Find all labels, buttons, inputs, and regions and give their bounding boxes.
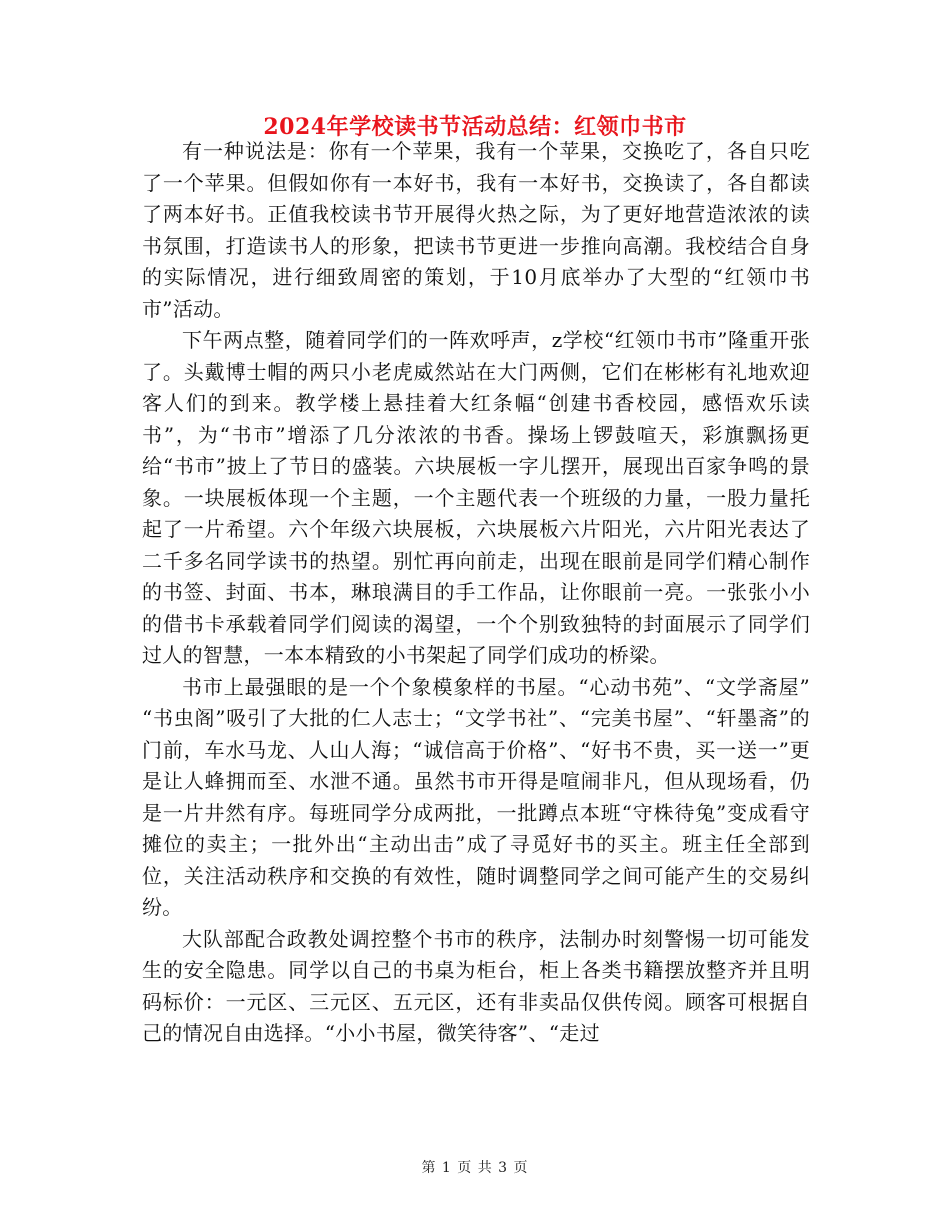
- page-footer: 第 1 页 共 3 页: [421, 1160, 529, 1176]
- paragraph-2: 下午两点整，随着同学们的一阵欢呼声，z学校“红领巾书市”隆重开张了。头戴博士帽的两只小老虎威然站在大门两侧，它们在彬彬有礼地欢迎客人们的到来。教学楼上悬挂着大红条幅“创建书香校园，感悟欢乐读书”，为“书市”增添了几分浓浓的书香。操场上锣鼓喧天，彩旗飘扬更给“书市”披上了节日的盛装。六块展板一字儿摆开，展现出百家争鸣的景象。一块展板体现一个主题，一个主题代表一个班级的力量，一股力量托起了一片希望。六个年级六块展板，六块展板六片阳光，六片阳光表达了二千多名同学读书的热望。别忙再向前走，出现在眼前是同学们精心制作的书签、封面、书本，琳琅满目的手工作品，让你眼前一亮。一张张小小的借书卡承载着同学们阅读的渴望，一个个别致独特的封面展示了同学们过人的智慧，一本本精致的小书架起了同学们成功的桥梁。: [142, 328, 810, 667]
- paragraph-4: 大队部配合政教处调控整个书市的秩序，法制办时刻警惕一切可能发生的安全隐患。同学以自己的书桌为柜台，柜上各类书籍摆放整齐并且明码标价：一元区、三元区、五元区，还有非卖品仅供传阅。顾客可根据自己的情况自由选择。“小小书屋，微笑待客”、“走过: [142, 926, 810, 1045]
- paragraph-1: 有一种说法是：你有一个苹果，我有一个苹果，交换吃了，各自只吃了一个苹果。但假如你有一本好书，我有一本好书，交换读了，各自都读了两本好书。正值我校读书节开展得火热之际，为了更好地营造浓浓的读书氛围，打造读书人的形象，把读书节更进一步推向高潮。我校结合自身的实际情况，进行细致周密的策划，于10月底举办了大型的“红领巾书市”活动。: [142, 139, 810, 321]
- document-title: 2024年学校读书节活动总结：红领巾书市: [263, 114, 687, 140]
- paragraph-3: 书市上最强眼的是一个个象模象样的书屋。“心动书苑”、“文学斋屋” “书虫阁”吸引了大批的仁人志士；“文学书社”、“完美书屋”、“轩墨斋”的门前，车水马龙、人山人海；“诚信高于价格”、“好书不贵，买一送一”更是让人蜂拥而至、水泄不通。虽然书市开得是喧闹非凡，但从现场看，仍是一片井然有序。每班同学分成两批，一批蹲点本班“守株待兔”变成看守摊位的卖主；一批外出“主动出击”成了寻觅好书的买主。班主任全部到位，关注活动秩序和交换的有效性，随时调整同学之间可能产生的交易纠纷。: [142, 674, 810, 919]
- document-body: [142, 136, 810, 1050]
